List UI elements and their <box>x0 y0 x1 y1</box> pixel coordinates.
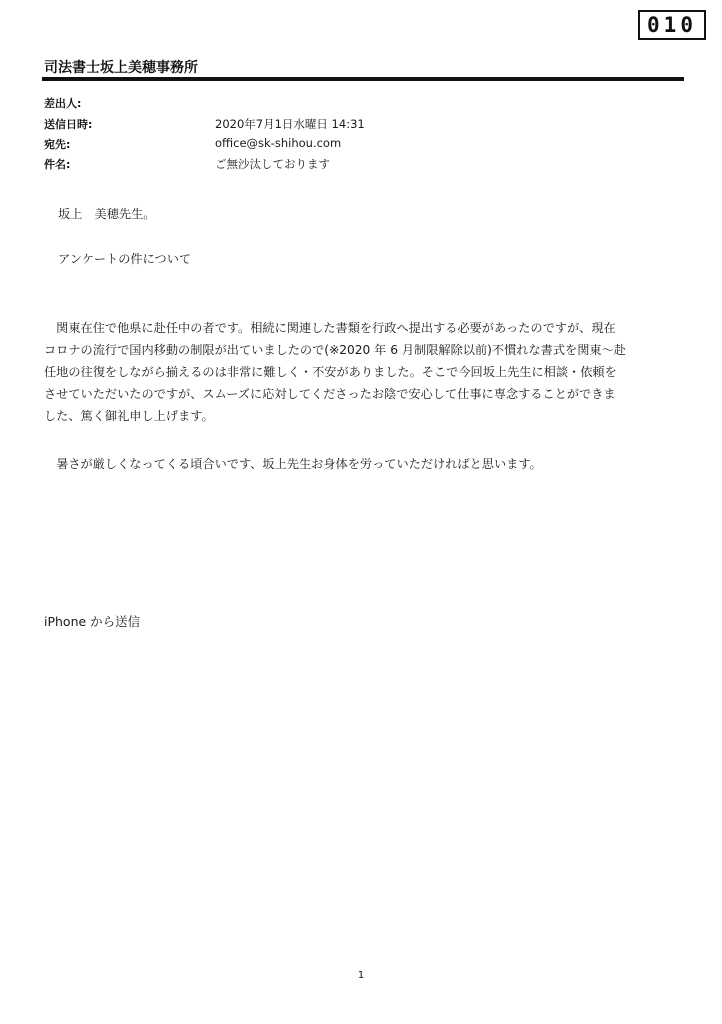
sent-value: 2020年7月1日水曜日 14:31 <box>215 117 365 131</box>
subject-label: 件名: <box>44 158 71 171</box>
subject-value: ご無沙汰しております <box>215 157 330 171</box>
page-number: 1 <box>357 970 365 981</box>
closing-paragraph <box>44 453 684 475</box>
signature-line: iPhone から送信 <box>44 614 141 629</box>
from-label: 差出人: <box>44 97 82 110</box>
paragraph-line: した、篤く御礼申し上げます。 <box>44 409 214 423</box>
main-paragraph <box>44 317 684 427</box>
paragraph-line: 任地の往復をしながら揃えるのは非常に難しく・不安がありました。そこで今回坂上先生に相談・依頼を <box>44 365 617 379</box>
paragraph-line: 関東在住で他県に赴任中の者です。相続に関連した書類を行政へ提出する必要があったのですが、現在 <box>44 321 616 335</box>
to-value: office@sk-shihou.com <box>215 136 342 150</box>
paragraph-line: コロナの流行で国内移動の制限が出ていましたので(※2020 年 6 月制限解除以前)不慣れな書式を関東～赴 <box>44 343 626 357</box>
salutation: 坂上 美穂先生。 <box>58 207 156 221</box>
heading-rule <box>42 77 684 81</box>
document-number-box: 010 <box>638 10 706 40</box>
paragraph-line: させていただいたのですが、スムーズに応対してくださったお陰で安心して仕事に専念することができま <box>44 387 616 401</box>
topic-line: アンケートの件について <box>58 252 192 266</box>
closing-line: 暑さが厳しくなってくる頃合いです、坂上先生お身体を労っていただければと思います。 <box>44 457 542 471</box>
sent-label: 送信日時: <box>44 118 93 131</box>
office-name-heading: 司法書士坂上美穂事務所 <box>44 60 198 76</box>
to-label: 宛先: <box>44 138 71 151</box>
